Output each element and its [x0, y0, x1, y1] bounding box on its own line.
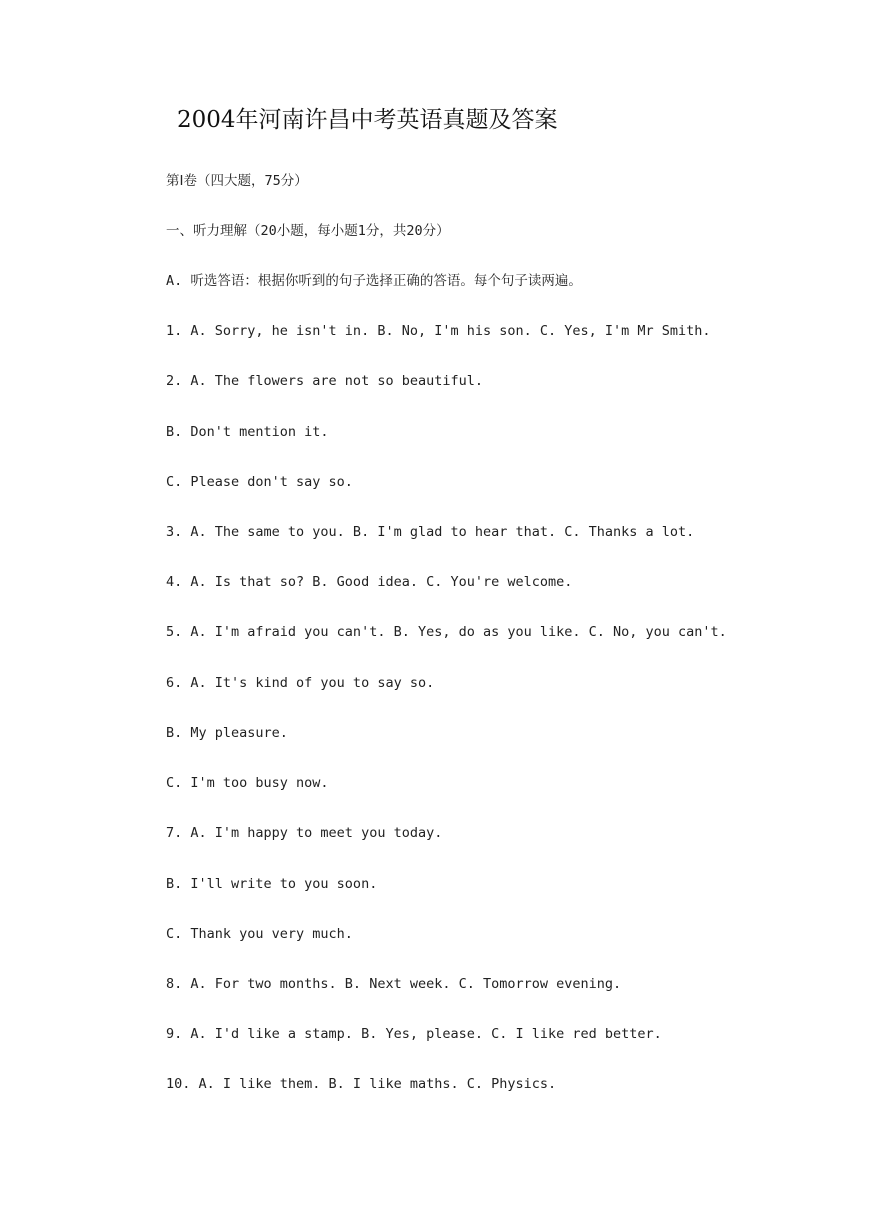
option-line: B. My pleasure.	[166, 725, 288, 741]
document-title: 2004年河南许昌中考英语真题及答案	[177, 107, 558, 133]
question-line: 7. A. I'm happy to meet you today.	[166, 825, 443, 841]
question-line: 2. A. The flowers are not so beautiful.	[166, 373, 483, 389]
option-line: C. I'm too busy now.	[166, 775, 329, 791]
part-heading: 一、听力理解（20小题，每小题1分，共20分）	[166, 223, 450, 239]
question-line: 1. A. Sorry, he isn't in. B. No, I'm his son. C. Yes, I'm Mr Smith.	[166, 323, 711, 339]
option-line: B. Don't mention it.	[166, 424, 329, 440]
question-line: 5. A. I'm afraid you can't. B. Yes, do as you like. C. No, you can't.	[166, 624, 727, 640]
question-line: 4. A. Is that so? B. Good idea. C. You're welcome.	[166, 574, 573, 590]
question-line: 6. A. It's kind of you to say so.	[166, 675, 435, 691]
question-line: 9. A. I'd like a stamp. B. Yes, please. C. I like red better.	[166, 1026, 662, 1042]
question-line: 10. A. I like them. B. I like maths. C. Physics.	[166, 1076, 557, 1092]
question-line: 8. A. For two months. B. Next week. C. Tomorrow evening.	[166, 976, 622, 992]
option-line: C. Please don't say so.	[166, 474, 353, 490]
question-line: 3. A. The same to you. B. I'm glad to hear that. C. Thanks a lot.	[166, 524, 695, 540]
option-line: B. I'll write to you soon.	[166, 876, 378, 892]
instruction-text: A. 听选答语：根据你听到的句子选择正确的答语。每个句子读两遍。	[166, 273, 582, 289]
section-heading: 第Ⅰ卷（四大题，75分）	[166, 173, 308, 189]
option-line: C. Thank you very much.	[166, 926, 353, 942]
